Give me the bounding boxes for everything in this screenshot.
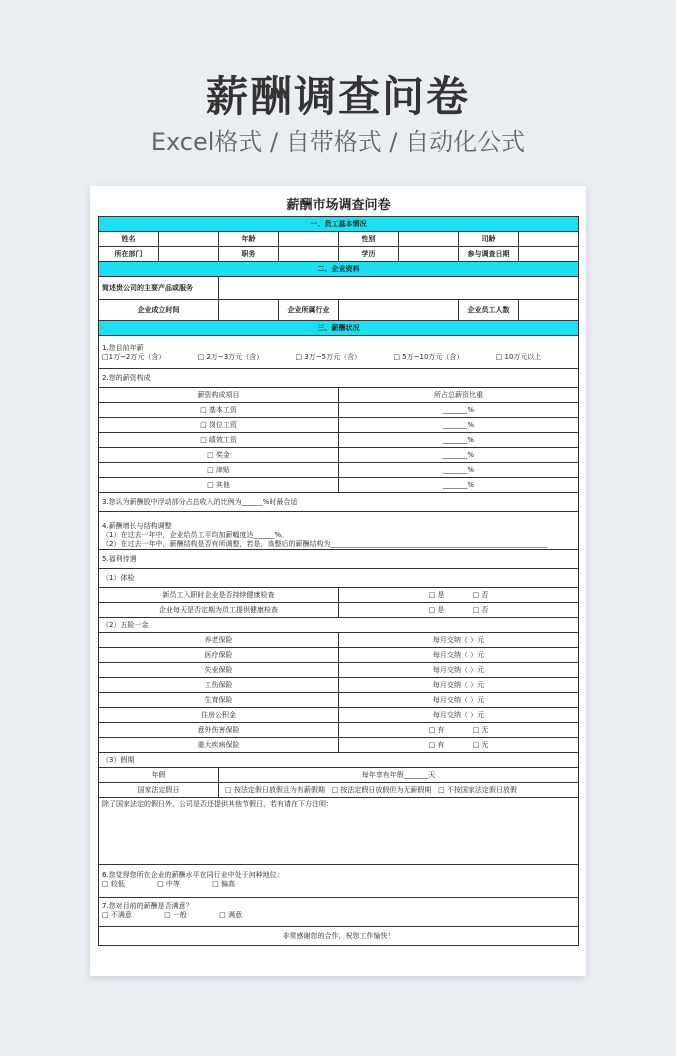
q5-title: 5.福利待遇 — [99, 550, 579, 569]
ins-illness-label: 重大疾病保险 — [99, 738, 339, 753]
question-satisfaction — [99, 898, 579, 927]
annual-leave-label: 年假 — [99, 768, 219, 783]
label-gender: 性别 — [339, 232, 399, 247]
field-department[interactable] — [159, 247, 219, 262]
field-gender[interactable] — [399, 232, 459, 247]
label-department: 所在部门 — [99, 247, 159, 262]
question-salary-growth — [99, 512, 579, 550]
field-education[interactable] — [399, 247, 459, 262]
field-company-products[interactable] — [219, 277, 579, 300]
q2-pct-post[interactable]: _______% — [339, 418, 579, 433]
q4-line-2[interactable]: （2）在过去一年中，薪酬结构是否有所调整，若是，该整后的薪酬结构为______________________________________________________________ — [102, 540, 548, 548]
label-industry: 企业所属行业 — [279, 300, 339, 321]
ins-housing-value[interactable]: 每月交纳（ ）元 — [339, 708, 579, 723]
q1-title: 1.您目前年薪 — [102, 344, 144, 352]
field-industry[interactable] — [339, 300, 459, 321]
section-basic-info: 一、员工基本情况 — [99, 217, 579, 232]
field-employee-count[interactable] — [519, 300, 579, 321]
q2-item-allowance[interactable]: □ 津贴 — [99, 463, 339, 478]
other-holiday-field[interactable]: 除了国家法定的假日外，公司是否还提供其他节假日，若有请在下方注明： — [99, 798, 579, 865]
exam-row-2-no[interactable]: □ 否 — [472, 605, 489, 614]
q2-pct-other[interactable]: _______% — [339, 478, 579, 493]
ins-maternity-value[interactable]: 每月交纳（ ）元 — [339, 693, 579, 708]
holiday-label: 国家法定假日 — [99, 783, 219, 798]
exam-row-1-yes[interactable]: □ 是 — [428, 590, 445, 599]
ins-illness-choice[interactable] — [339, 738, 579, 753]
question-salary-position — [99, 865, 579, 898]
exam-row-2-choice[interactable] — [339, 603, 579, 618]
q5-sub-exam: （1）体检 — [99, 569, 579, 588]
q2-pct-performance[interactable]: _______% — [339, 433, 579, 448]
q2-item-other[interactable]: □ 其他 — [99, 478, 339, 493]
ins-injury-value[interactable]: 每月交纳（ ）元 — [339, 678, 579, 693]
q6-option-high[interactable]: □ 偏高 — [212, 880, 235, 888]
holiday-option-3[interactable]: □ 不按国家法定假日放假 — [438, 785, 517, 794]
ins-illness-no[interactable]: □ 无 — [472, 740, 489, 749]
field-tenure[interactable] — [519, 232, 579, 247]
field-survey-date[interactable] — [519, 247, 579, 262]
label-tenure: 司龄 — [459, 232, 519, 247]
exam-row-1-no[interactable]: □ 否 — [472, 590, 489, 599]
ins-illness-yes[interactable]: □ 有 — [428, 740, 445, 749]
q2-col-pct: 所占总薪资比重 — [339, 388, 579, 403]
ins-unemployment-value[interactable]: 每月交纳（ ）元 — [339, 663, 579, 678]
holiday-option-2[interactable]: □ 按法定假日放假但为无薪假期 — [331, 785, 432, 794]
q2-pct-bonus[interactable]: _______% — [339, 448, 579, 463]
label-name: 姓名 — [99, 232, 159, 247]
ins-maternity-label: 生育保险 — [99, 693, 339, 708]
ins-pension-label: 养老保险 — [99, 633, 339, 648]
hero-title: 薪酬调查问卷 — [205, 72, 470, 121]
q4-line-1[interactable]: （1）在过去一年中，企业给员工平均加薪幅度达______%。 — [102, 531, 289, 539]
q5-sub-insurance: （2）五险一金 — [99, 618, 579, 633]
exam-row-1-choice[interactable] — [339, 588, 579, 603]
document-title: 薪酬市场调查问卷 — [286, 197, 391, 213]
ins-medical-label: 医疗保险 — [99, 648, 339, 663]
label-founded: 企业成立时间 — [99, 300, 219, 321]
ins-accident-label: 意外伤害保险 — [99, 723, 339, 738]
ins-unemployment-label: 失业保险 — [99, 663, 339, 678]
exam-row-1-label: 新员工入职时企业是否持续健康检查 — [99, 588, 339, 603]
q6-option-mid[interactable]: □ 中等 — [157, 880, 180, 888]
section-company-info: 二、企业资料 — [99, 262, 579, 277]
q6-title: 6.您觉得您所在企业的薪酬水平在同行业中处于何种地位： — [102, 871, 284, 879]
ins-accident-yes[interactable]: □ 有 — [428, 725, 445, 734]
q1-option-5[interactable]: □ 10万元以上 — [495, 353, 542, 361]
q1-option-1[interactable]: □1万~2万元（含） — [102, 353, 166, 361]
ins-accident-no[interactable]: □ 无 — [472, 725, 489, 734]
ins-accident-choice[interactable] — [339, 723, 579, 738]
ins-medical-value[interactable]: 每月交纳（ ）元 — [339, 648, 579, 663]
q2-item-bonus[interactable]: □ 奖金 — [99, 448, 339, 463]
q2-item-performance[interactable]: □ 绩效工资 — [99, 433, 339, 448]
q2-item-base[interactable]: □ 基本工资 — [99, 403, 339, 418]
ins-pension-value[interactable]: 每月交纳（ ）元 — [339, 633, 579, 648]
q7-option-neutral[interactable]: □ 一般 — [164, 911, 187, 919]
annual-leave-value[interactable]: 每年享有年假_______天 — [219, 768, 579, 783]
q1-option-3[interactable]: □ 3万~5万元（含） — [295, 353, 362, 361]
footer-thanks: 非常感谢您的合作，祝您工作愉快！ — [99, 927, 579, 946]
q4-title: 4.薪酬增长与结构调整 — [102, 522, 172, 530]
ins-injury-label: 工伤保险 — [99, 678, 339, 693]
q7-title: 7.您对目前的薪酬是否满意？ — [102, 902, 193, 910]
exam-row-2-yes[interactable]: □ 是 — [428, 605, 445, 614]
q1-option-4[interactable]: □ 5万~10万元（含） — [393, 353, 464, 361]
ins-housing-label: 住房公积金 — [99, 708, 339, 723]
field-name[interactable] — [159, 232, 219, 247]
q2-title: 2.您的薪资构成 — [99, 369, 579, 388]
q2-item-post[interactable]: □ 岗位工资 — [99, 418, 339, 433]
q1-option-2[interactable]: □ 2万~3万元（含） — [197, 353, 264, 361]
label-education: 学历 — [339, 247, 399, 262]
label-survey-date: 参与调查日期 — [459, 247, 519, 262]
q2-col-items: 薪资构成项目 — [99, 388, 339, 403]
label-company-products: 简述贵公司的主要产品或服务 — [99, 277, 219, 300]
q6-option-low[interactable]: □ 较低 — [102, 880, 125, 888]
label-employee-count: 企业员工人数 — [459, 300, 519, 321]
hero-subtitle: Excel格式 / 自带格式 / 自动化公式 — [150, 128, 526, 156]
questionnaire-sheet — [90, 186, 586, 976]
field-age[interactable] — [279, 232, 339, 247]
q5-sub-holiday: （3）假期 — [99, 753, 579, 768]
holiday-options — [219, 783, 579, 798]
q2-pct-base[interactable]: _______% — [339, 403, 579, 418]
question-annual-salary — [99, 336, 579, 369]
section-salary: 三、薪酬状况 — [99, 321, 579, 336]
holiday-option-1[interactable]: □ 按法定假日放假且为有薪假期 — [225, 785, 325, 794]
q3-text[interactable]: 3.您认为薪酬股中浮动部分占总收入的比例为______%时最合适 — [99, 493, 579, 512]
label-position: 职务 — [219, 247, 279, 262]
q7-option-satisfied[interactable]: □ 满意 — [219, 911, 242, 919]
field-founded[interactable] — [219, 300, 279, 321]
q7-option-unsatisfied[interactable]: □ 不满意 — [102, 911, 132, 919]
label-age: 年龄 — [219, 232, 279, 247]
questionnaire-table — [98, 194, 579, 946]
field-position[interactable] — [279, 247, 339, 262]
exam-row-2-label: 企业每天是否定期为员工提供健康检查 — [99, 603, 339, 618]
q2-pct-allowance[interactable]: _______% — [339, 463, 579, 478]
